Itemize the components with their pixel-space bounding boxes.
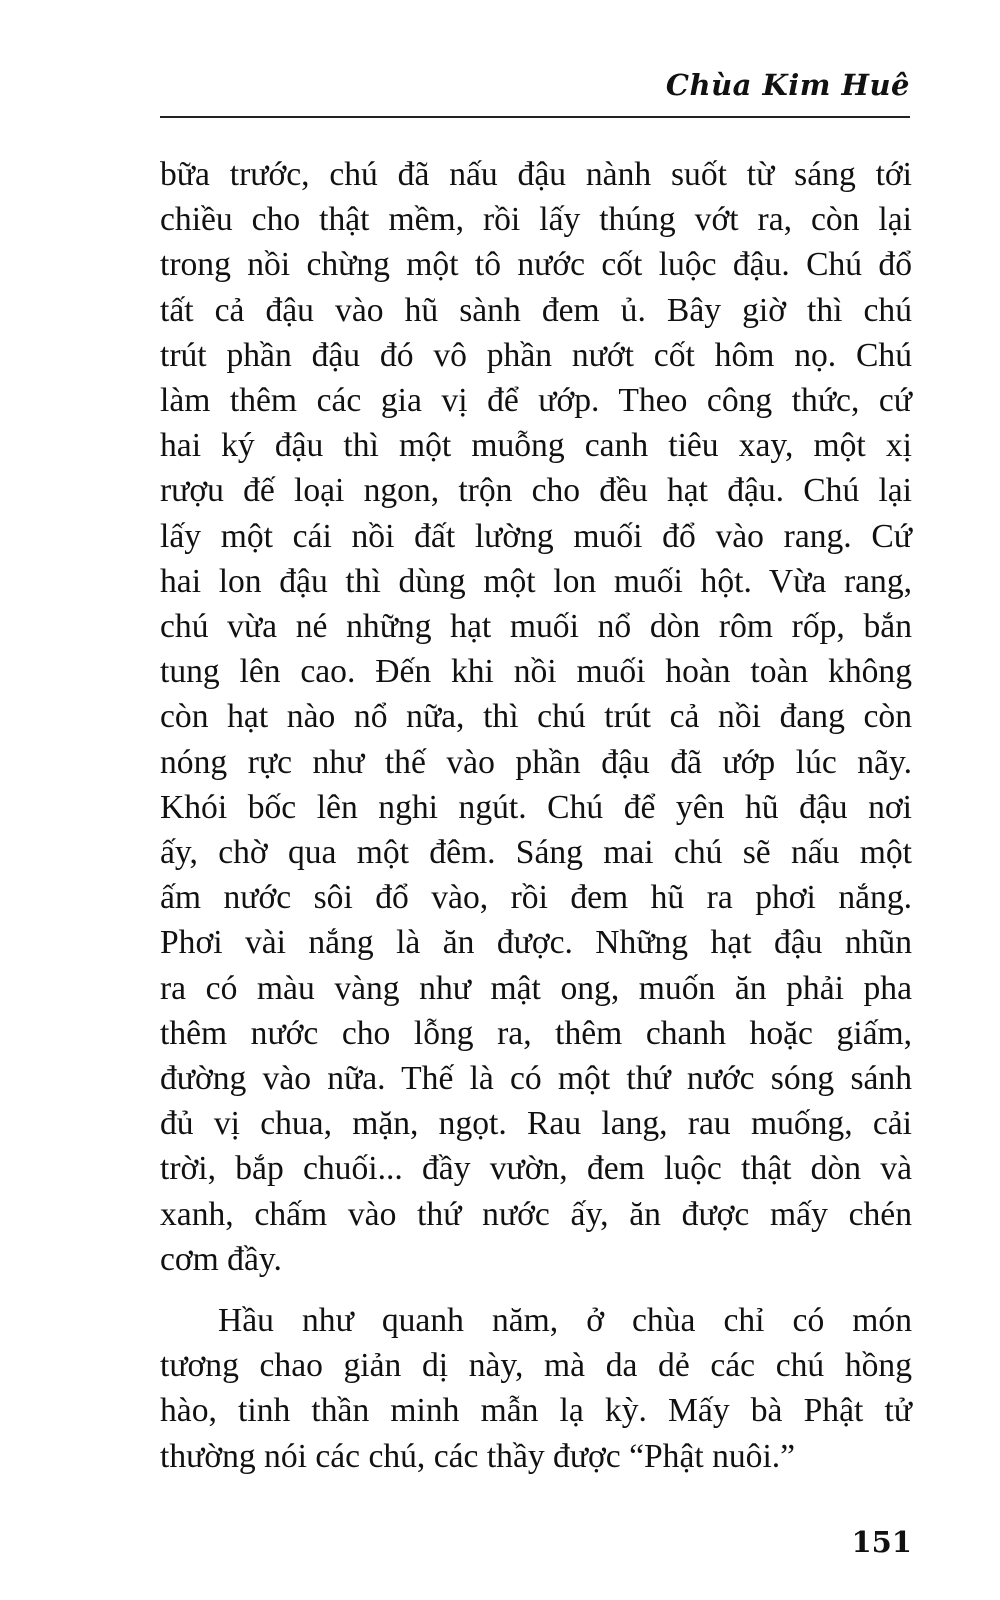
- text-line: nóng rực như thế vào phần đậu đã ướp lúc nãy.: [160, 743, 912, 781]
- text-line: trong nồi chừng một tô nước cốt luộc đậu. Chú đổ: [160, 246, 912, 284]
- page-number: 151: [851, 1525, 912, 1559]
- text-line: đủ vị chua, mặn, ngọt. Rau lang, rau muống, cải: [160, 1105, 912, 1143]
- text-line: còn hạt nào nổ nữa, thì chú trút cả nồi đang còn: [160, 698, 912, 736]
- text-line: Khói bốc lên nghi ngút. Chú để yên hũ đậu nơi: [160, 788, 912, 826]
- text-line: trời, bắp chuối... đầy vườn, đem luộc thật dòn và: [160, 1150, 912, 1188]
- paragraph: [160, 1298, 912, 1479]
- text-line: hào, tinh thần minh mẫn lạ kỳ. Mấy bà Phật tử: [160, 1392, 912, 1430]
- text-line: tung lên cao. Đến khi nồi muối hoàn toàn không: [160, 653, 912, 691]
- text-line: bữa trước, chú đã nấu đậu nành suốt từ sáng tới: [160, 156, 912, 193]
- text-line: chú vừa né những hạt muối nổ dòn rôm rốp, bắn: [160, 608, 912, 646]
- running-title: Chùa Kim Huê: [665, 68, 910, 102]
- text-line: ấm nước sôi đổ vào, rồi đem hũ ra phơi nắng.: [160, 879, 912, 917]
- text-line: hai ký đậu thì một muỗng canh tiêu xay, một xị: [160, 427, 912, 465]
- text-line: làm thêm các gia vị để ướp. Theo công thức, cứ: [160, 382, 912, 420]
- text-line: xanh, chấm vào thứ nước ấy, ăn được mấy chén: [160, 1195, 912, 1233]
- text-line: thường nói các chú, các thầy được “Phật nuôi.”: [160, 1437, 796, 1475]
- body-text: [160, 152, 912, 1479]
- text-line: Hầu như quanh năm, ở chùa chỉ có món: [218, 1302, 912, 1340]
- text-line: tương chao giản dị này, mà da dẻ các chú hồng: [160, 1347, 912, 1385]
- text-line: lấy một cái nồi đất lường muối đổ vào rang. Cứ: [160, 517, 912, 555]
- text-line: ấy, chờ qua một đêm. Sáng mai chú sẽ nấu một: [160, 834, 912, 872]
- page-header: [160, 62, 910, 118]
- text-line: hai lon đậu thì dùng một lon muối hột. Vừa rang,: [160, 562, 912, 600]
- text-line: rượu đế loại ngon, trộn cho đều hạt đậu. Chú lại: [160, 472, 912, 510]
- text-line: tất cả đậu vào hũ sành đem ủ. Bây giờ thì chú: [160, 291, 912, 329]
- text-line: cơm đầy.: [160, 1240, 282, 1278]
- text-line: thêm nước cho lỗng ra, thêm chanh hoặc giấm,: [160, 1014, 912, 1052]
- paragraph: [160, 152, 912, 1282]
- text-line: chiều cho thật mềm, rồi lấy thúng vớt ra, còn lại: [160, 201, 912, 239]
- text-line: Phơi vài nắng là ăn được. Những hạt đậu nhũn: [160, 924, 912, 962]
- text-line: trút phần đậu đó vô phần nướt cốt hôm nọ. Chú: [160, 336, 912, 374]
- text-line: ra có màu vàng như mật ong, muốn ăn phải pha: [160, 969, 912, 1007]
- text-line: đường vào nữa. Thế là có một thứ nước sóng sánh: [160, 1060, 912, 1098]
